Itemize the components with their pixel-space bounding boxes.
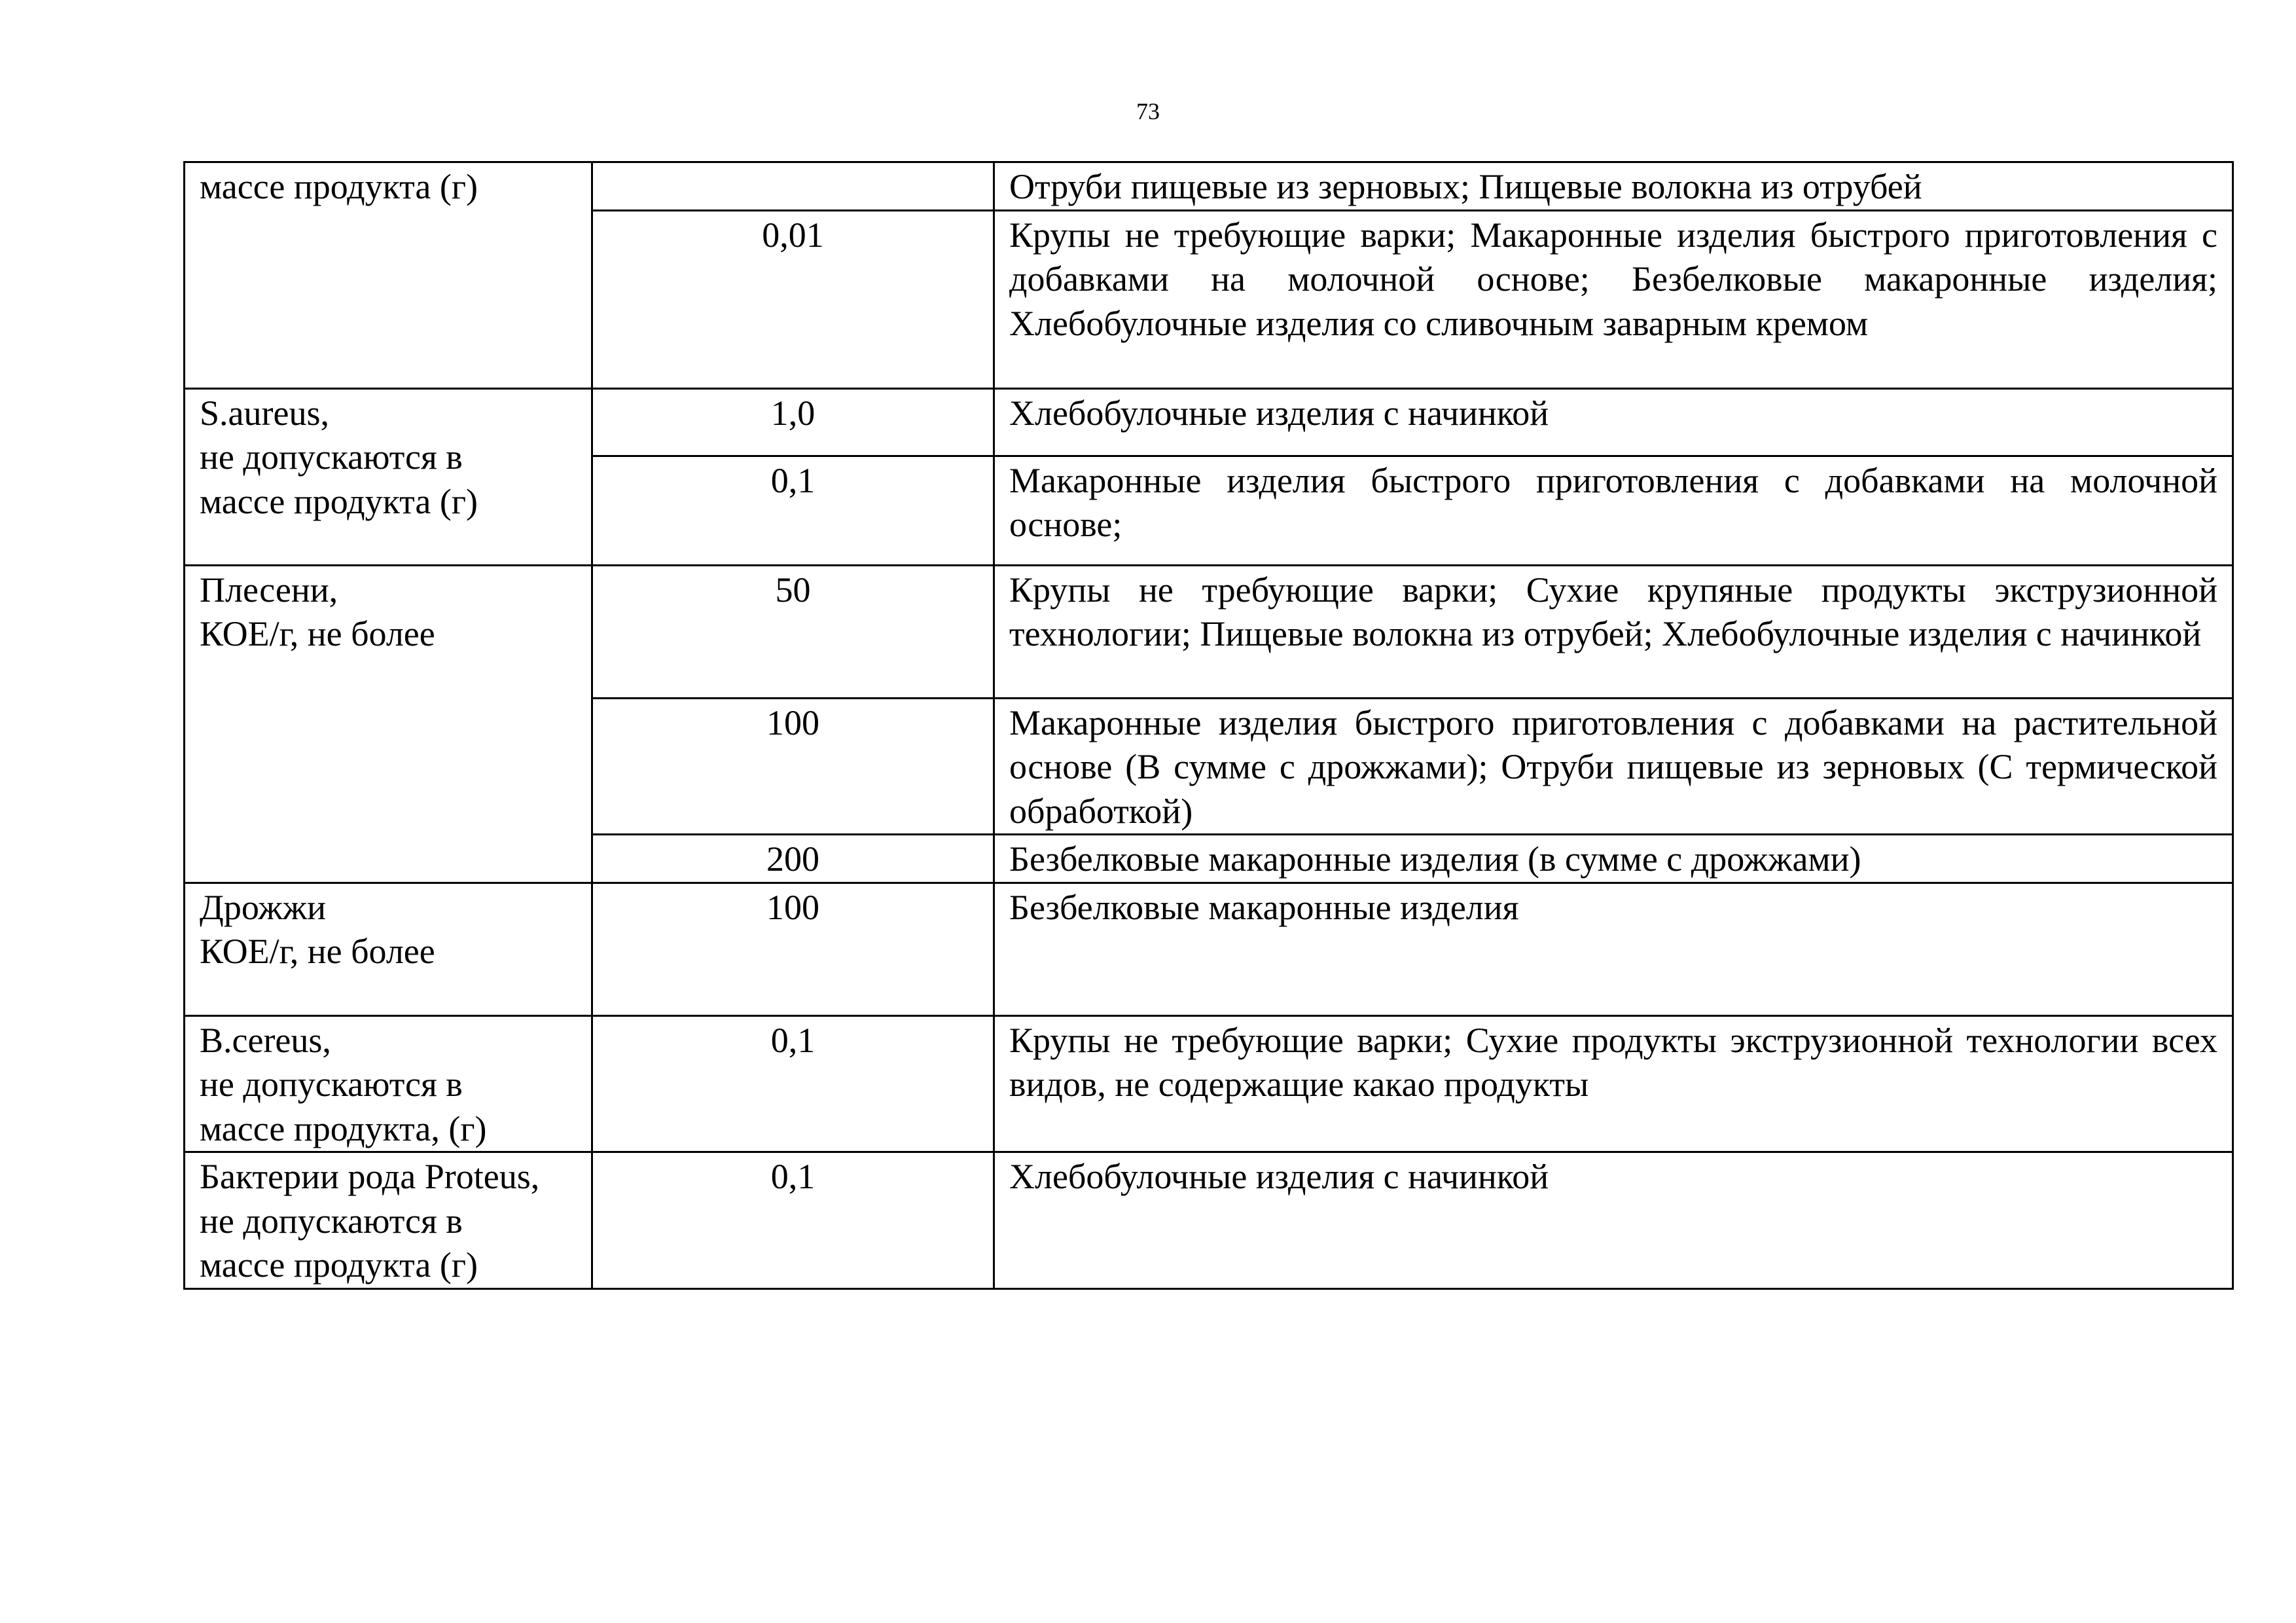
products-cell: Безбелковые макаронные изделия bbox=[994, 883, 2233, 1015]
norm-cell: 0,1 bbox=[592, 456, 994, 565]
microbiology-requirements-table bbox=[183, 161, 2234, 1290]
indicator-line: массе продукта (г) bbox=[200, 481, 478, 521]
norm-cell: 200 bbox=[592, 835, 994, 883]
indicator-line: Плесени, bbox=[200, 570, 338, 610]
indicator-cell bbox=[185, 1015, 592, 1152]
norm-cell: 1,0 bbox=[592, 388, 994, 456]
indicator-line: КОЕ/г, не более bbox=[200, 932, 435, 971]
table-row bbox=[185, 388, 2233, 456]
products-cell: Макаронные изделия быстрого приготовления с добавками на растительной основе (В сумме с дрожжами); Отруби пищевые из зерновых (С термической обработкой) bbox=[994, 698, 2233, 835]
indicator-line: Бактерии рода Proteus, bbox=[200, 1157, 540, 1196]
indicator-line: не допускаются в bbox=[200, 1065, 463, 1104]
indicator-line: Дрожжи bbox=[200, 887, 327, 927]
products-cell: Крупы не требующие варки; Сухие крупяные продукты экструзионной технологии; Пищевые волокна из отрубей; Хлебобулочные изделия с начинкой bbox=[994, 565, 2233, 698]
norm-cell: 100 bbox=[592, 883, 994, 1015]
products-cell: Макаронные изделия быстрого приготовления с добавками на молочной основе; bbox=[994, 456, 2233, 565]
products-cell: Крупы не требующие варки; Сухие продукты экструзионной технологии всех видов, не содержащие какао продукты bbox=[994, 1015, 2233, 1152]
indicator-line: массе продукта (г) bbox=[200, 1245, 478, 1285]
norm-cell: 100 bbox=[592, 698, 994, 835]
norm-cell: 0,1 bbox=[592, 1152, 994, 1289]
indicator-cell bbox=[185, 565, 592, 883]
indicator-line: B.cereus, bbox=[200, 1020, 331, 1060]
norm-cell: 0,01 bbox=[592, 210, 994, 388]
table-row bbox=[185, 1152, 2233, 1289]
products-cell: Хлебобулочные изделия с начинкой bbox=[994, 388, 2233, 456]
table-row bbox=[185, 565, 2233, 698]
table-row bbox=[185, 883, 2233, 1015]
indicator-cell bbox=[185, 883, 592, 1015]
products-cell: Безбелковые макаронные изделия (в сумме с дрожжами) bbox=[994, 835, 2233, 883]
page-number: 73 bbox=[1136, 98, 1160, 124]
indicator-line: массе продукта, (г) bbox=[200, 1108, 487, 1148]
products-cell: Крупы не требующие варки; Макаронные изделия быстрого приготовления с добавками на молочной основе; Безбелковые макаронные изделия; Хлебобулочные изделия со сливочным заварным кремом bbox=[994, 210, 2233, 388]
table-row bbox=[185, 1015, 2233, 1152]
indicator-line: КОЕ/г, не более bbox=[200, 614, 435, 653]
table-row bbox=[185, 162, 2233, 211]
indicator-line: массе продукта (г) bbox=[200, 167, 478, 206]
products-cell: Хлебобулочные изделия с начинкой bbox=[994, 1152, 2233, 1289]
norm-cell: 0,1 bbox=[592, 1015, 994, 1152]
indicator-cell bbox=[185, 162, 592, 389]
indicator-line: S.aureus, bbox=[200, 393, 329, 433]
indicator-cell bbox=[185, 1152, 592, 1289]
indicator-line: не допускаются в bbox=[200, 437, 463, 477]
indicator-line: не допускаются в bbox=[200, 1201, 463, 1241]
norm-cell: 50 bbox=[592, 565, 994, 698]
indicator-cell bbox=[185, 388, 592, 565]
norm-cell bbox=[592, 162, 994, 211]
products-cell: Отруби пищевые из зерновых; Пищевые волокна из отрубей bbox=[994, 162, 2233, 211]
